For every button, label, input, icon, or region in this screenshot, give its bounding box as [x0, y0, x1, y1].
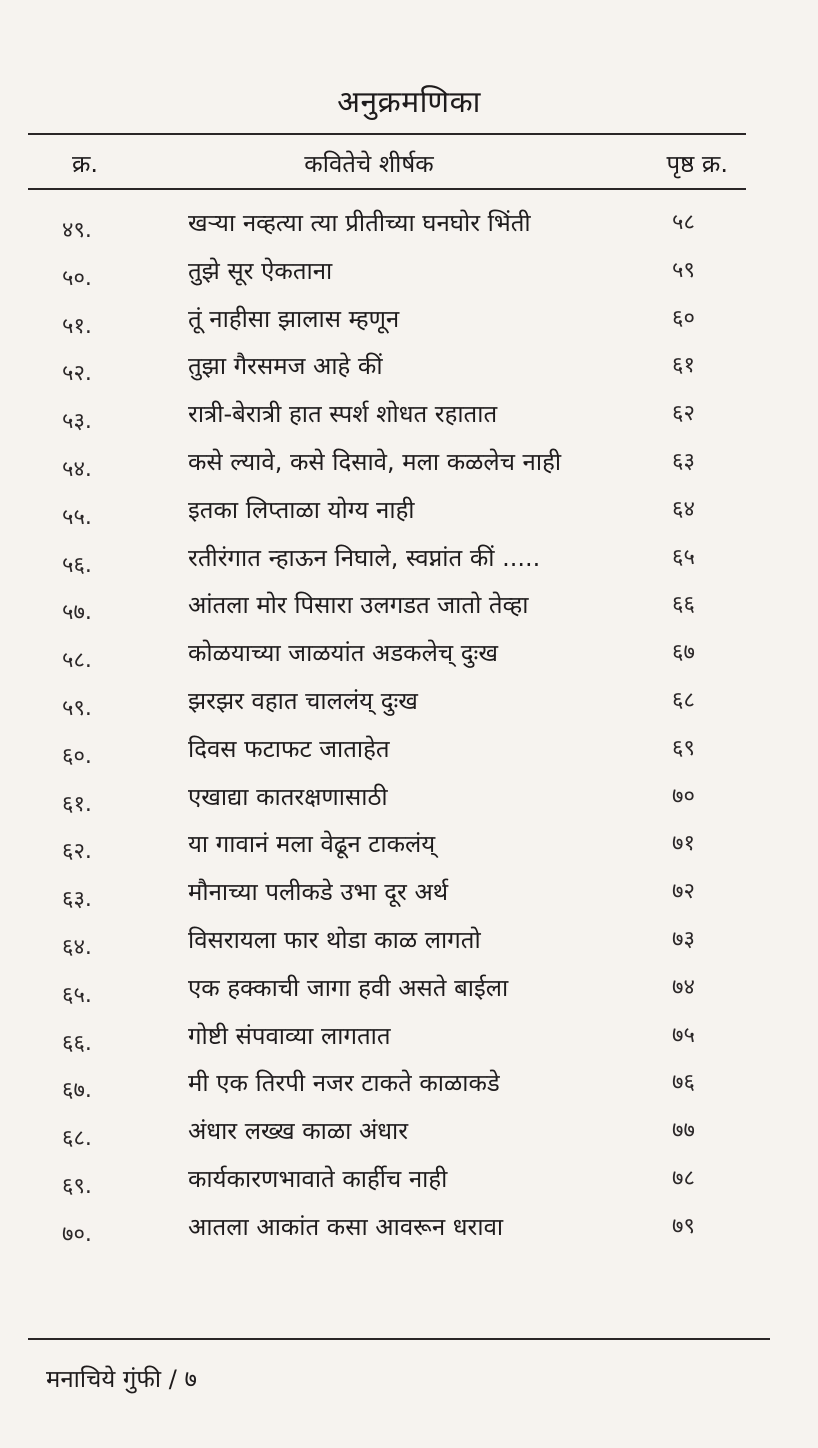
entry-page-number: ५८ [672, 210, 695, 235]
entry-number: ५७. [62, 600, 92, 626]
entry-page-number: ६५ [672, 544, 695, 570]
entry-page-number: ७९ [672, 1213, 695, 1239]
entry-number: ६५. [62, 982, 92, 1008]
list-item [0, 917, 818, 965]
list-item [0, 487, 818, 535]
entry-page-number: ६२ [672, 401, 695, 427]
list-item [0, 200, 818, 248]
entry-number: ६०. [62, 743, 92, 769]
entry-page-number: ७८ [672, 1165, 695, 1191]
entry-page-number: ७७ [672, 1118, 695, 1144]
entry-title: आंतला मोर पिसारा उलगडत जातो तेव्हा [188, 591, 529, 620]
entry-page-number: ७२ [672, 879, 695, 905]
entry-page-number: ७३ [672, 926, 695, 952]
list-item [0, 391, 818, 439]
entry-number: ५८. [62, 648, 92, 674]
entry-number: ५४. [62, 456, 92, 482]
entry-title: रतीरंगात न्हाऊन निघाले, स्वप्नांत कीं ..... [188, 543, 541, 572]
entry-title: तुझा गैरसमज आहे कीं [188, 352, 383, 381]
entry-page-number: ७१ [672, 831, 695, 857]
list-item [0, 296, 818, 344]
list-item [0, 630, 818, 678]
entry-page-number: ६९ [672, 735, 695, 761]
entry-number: ५५. [62, 504, 92, 530]
header-top-rule [28, 133, 746, 135]
list-item [0, 965, 818, 1013]
entry-number: ५९. [62, 695, 92, 721]
entry-title: कोळयाच्या जाळयांत अडकलेच् दुःख [188, 639, 498, 668]
entry-title: मी एक तिरपी नजर टाकते काळाकडे [188, 1069, 500, 1098]
entry-title: मौनाच्या पलीकडे उभा दूर अर्थ [188, 878, 449, 907]
list-item [0, 774, 818, 822]
entry-title: आतला आकांत कसा आवरून धरावा [188, 1212, 504, 1241]
entry-page-number: ५९ [672, 257, 695, 283]
list-item [0, 248, 818, 296]
entry-title: एक हक्काची जागा हवी असते बाईला [188, 973, 509, 1002]
entry-number: ५२. [62, 361, 92, 387]
header-page: पृष्ठ क्र. [666, 150, 728, 178]
entry-page-number: ६० [672, 305, 695, 331]
list-item [0, 821, 818, 869]
page-footer: मनाचिये गुंफी / ७ [46, 1365, 197, 1393]
contents-list [0, 200, 818, 1252]
entry-number: ७०. [62, 1221, 92, 1247]
entry-page-number: ७६ [672, 1070, 695, 1096]
list-item [0, 726, 818, 774]
page-title: अनुक्रमणिका [337, 85, 481, 120]
entry-number: ६४. [62, 934, 92, 960]
footer-rule [28, 1338, 770, 1340]
entry-page-number: ६८ [672, 687, 695, 713]
entry-title: तूं नाहीसा झालास म्हणून [188, 304, 400, 333]
entry-title: एखाद्या कातरक्षणासाठी [188, 782, 388, 811]
entry-title: खऱ्या नव्हत्या त्या प्रीतीच्या घनघोर भिंती [188, 209, 531, 237]
entry-number: ६३. [62, 887, 92, 913]
list-item [0, 869, 818, 917]
entry-title: झरझर वहात चाललंय् दुःख [188, 686, 418, 715]
list-item [0, 1204, 818, 1252]
entry-title: या गावानं मला वेढून टाकलंय् [188, 830, 436, 859]
list-item [0, 343, 818, 391]
table-header [0, 147, 818, 181]
header-bottom-rule [28, 188, 746, 190]
list-item [0, 439, 818, 487]
entry-title: कार्यकारणभावाते कार्हीच नाही [188, 1164, 448, 1193]
entry-number: ५१. [62, 313, 92, 339]
entry-number: ४९. [62, 218, 92, 243]
entry-number: ५३. [62, 409, 92, 435]
entry-number: ६६. [62, 1030, 92, 1056]
list-item [0, 535, 818, 583]
entry-number: ६२. [62, 839, 92, 865]
list-item [0, 1156, 818, 1204]
entry-page-number: ७० [672, 783, 695, 809]
entry-number: ५०. [62, 265, 92, 291]
entry-title: विसरायला फार थोडा काळ लागतो [188, 925, 481, 954]
entry-page-number: ७४ [672, 974, 695, 1000]
list-item [0, 1013, 818, 1061]
entry-title: गोष्टी संपवाव्या लागतात [188, 1021, 391, 1050]
entry-page-number: ७५ [672, 1022, 695, 1048]
list-item [0, 678, 818, 726]
list-item [0, 582, 818, 630]
entry-title: इतका लिप्ताळा योग्य नाही [188, 495, 415, 524]
header-number: क्र. [72, 150, 99, 178]
entry-title: अंधार लख्ख काळा अंधार [188, 1117, 409, 1146]
entry-page-number: ६४ [672, 496, 695, 522]
entry-number: ५६. [62, 552, 92, 578]
entry-title: दिवस फटाफट जाताहेत [188, 734, 390, 763]
entry-number: ६७. [62, 1078, 92, 1104]
entry-page-number: ६१ [672, 353, 695, 379]
entry-number: ६९. [62, 1173, 92, 1199]
entry-page-number: ६७ [672, 640, 695, 666]
list-item [0, 1108, 818, 1156]
entry-number: ६८. [62, 1126, 92, 1152]
entry-number: ६१. [62, 791, 92, 817]
list-item [0, 1060, 818, 1108]
entry-title: कसे ल्यावे, कसे दिसावे, मला कळलेच नाही [188, 447, 562, 476]
header-poem-title: कवितेचे शीर्षक [304, 150, 434, 178]
entry-title: तुझे सूर ऐकताना [188, 256, 333, 285]
entry-page-number: ६३ [672, 448, 695, 474]
entry-title: रात्री-बेरात्री हात स्पर्श शोधत रहातात [188, 400, 498, 429]
entry-page-number: ६६ [672, 592, 695, 618]
